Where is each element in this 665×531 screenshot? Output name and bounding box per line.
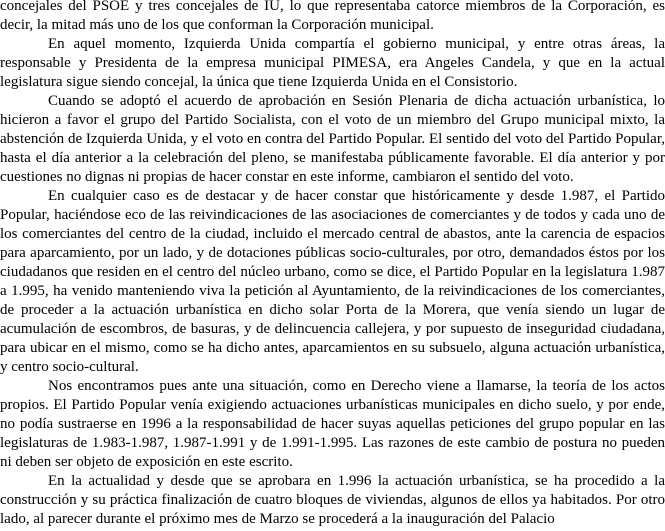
paragraph-6: En la actualidad y desde que se aprobara en 1.996 la actuación urbanística, se ha procedido a la construcción y su práctica finalización de cuatro bloques de viviendas, algunos de ellos ya habitados. Por otro lado, al parecer durante el próximo mes de Marzo se procederá a la inauguración del Palacio: [0, 473, 665, 527]
paragraph-3: Cuando se adoptó el acuerdo de aprobación en Sesión Plenaria de dicha actuación urbanística, lo hicieron a favor el grupo del Partido Socialista, con el voto de un miembro del Grupo municipal mixto, la abstención de Izquierda Unida, y el voto en contra del Partido Popular. El sentido del voto del Partido Popular, hasta el día anterior a la celebración del pleno, se manifestaba públicamente favorable. El día anterior y por cuestiones no dignas ni propias de hacer constar en este informe, cambiaron el sentido del voto.: [0, 93, 665, 185]
paragraph-1: concejales del PSOE y tres concejales de IU, lo que representaba catorce miembros de la Corporación, es decir, la mitad más uno de los que conforman la Corporación municipal.: [0, 0, 665, 33]
paragraph-5: Nos encontramos pues ante una situación, como en Derecho viene a llamarse, la teoría de los actos propios. El Partido Popular venía exigiendo actuaciones urbanísticas municipales en dicho suelo, y por ende, no podía sustraerse en 1996 a la responsabilidad de hacer suyas aquellas peticiones del grupo popular en las legislaturas de 1.983-1.987, 1.987-1.991 y de 1.991-1.995. Las razones de este cambio de postura no pueden ni deben ser objeto de exposición en este escrito.: [0, 378, 665, 470]
paragraph-2: En aquel momento, Izquierda Unida compartía el gobierno municipal, y entre otras áreas, la responsable y Presidenta de la empresa municipal PIMESA, era Angeles Candela, y que en la actual legislatura sigue siendo concejal, la única que tiene Izquierda Unida en el Consistorio.: [0, 36, 665, 90]
paragraph-4: En cualquier caso es de destacar y de hacer constar que históricamente y desde 1.987, el Partido Popular, haciéndose eco de las reivindicaciones de las asociaciones de comerciantes y de todos y cada uno de los comerciantes del centro de la ciudad, incluido el mercado central de abastos, ante la carencia de espacios para aparcamiento, por un lado, y de dotaciones públicas socio-culturales, por otro, demandados éstos por los ciudadanos que residen en el centro del núcleo urbano, como se dice, el Partido Popular en la legislatura 1.987 a 1.995, ha venido manteniendo viva la petición al Ayuntamiento, de la reivindicaciones de los comerciantes, de proceder a la actuación urbanística en dicho solar Porta de la Morera, que venía siendo un lugar de acumulación de escombros, de basuras, y de delincuencia callejera, y por supuesto de inseguridad ciudadana, para ubicar en el mismo, como se ha dicho antes, aparcamientos en su subsuelo, alguna actuación urbanística, y centro socio-cultural.: [0, 188, 665, 375]
